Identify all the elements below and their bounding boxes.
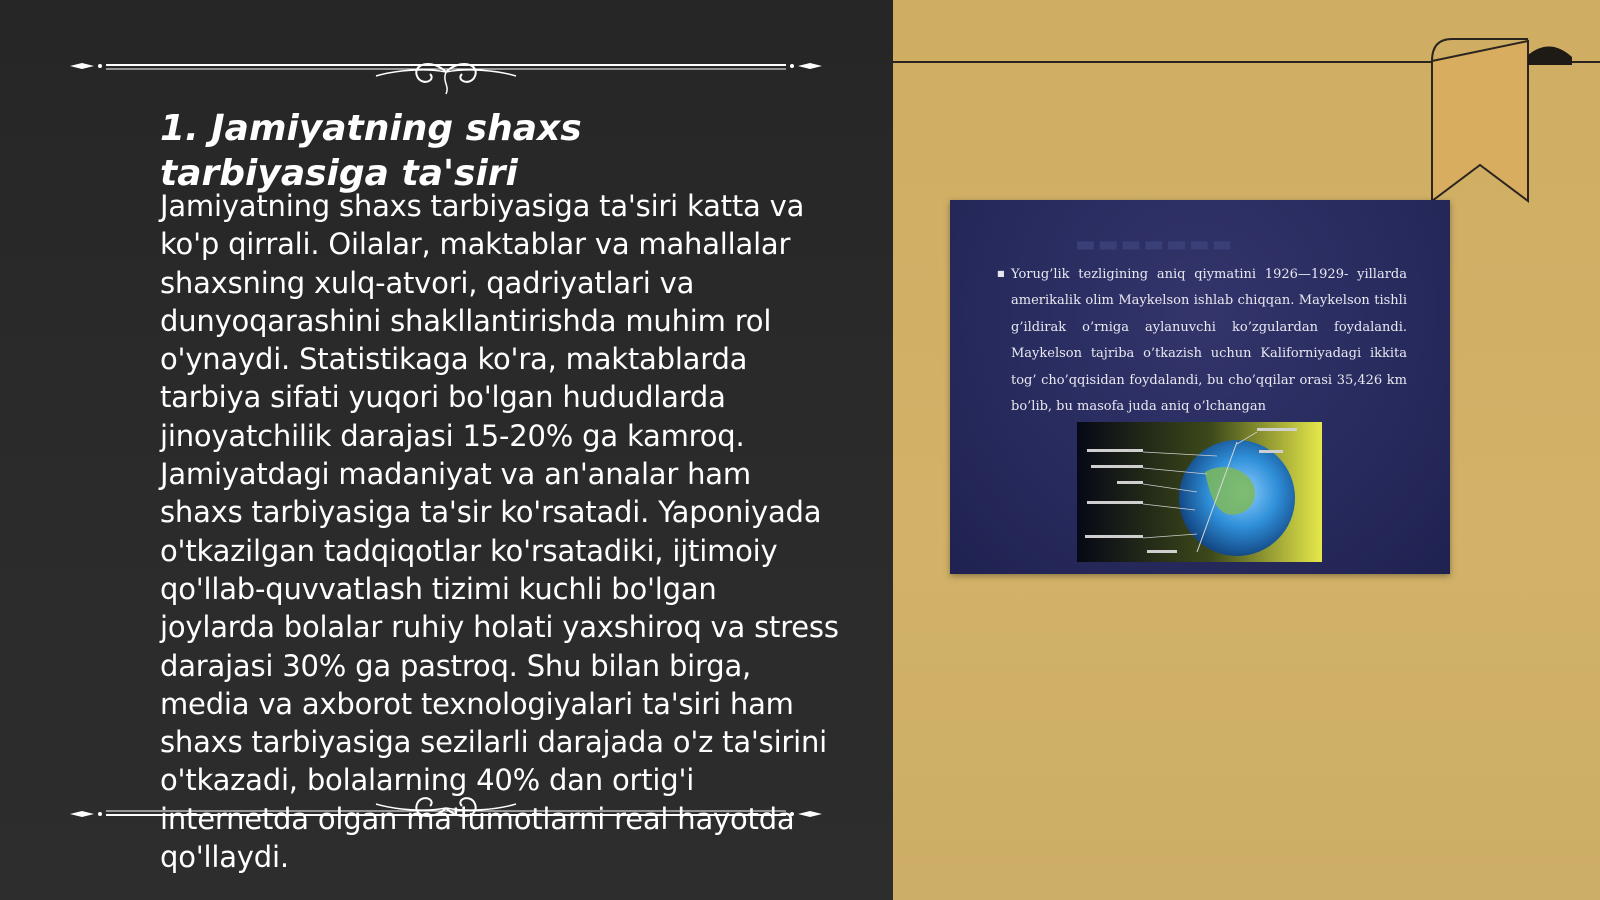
slide-title: 1. Jamiyatning shaxs tarbiyasiga ta'siri <box>160 108 582 194</box>
earth-diagram-icon <box>1077 422 1322 562</box>
bullet-icon: ■ <box>997 269 1005 278</box>
embedded-bullet-text: Yorug’lik tezligining aniq qiymatini 1926—1929- yillarda amerikalik olim Maykelson ishlab chiqqan. Maykelson tishli g’ildirak o’rniga aylanuvchi ko’zgulardan foydalandi. Maykelson tajriba o’tkazish uchun Kaliforniyadagi ikkita tog’ cho’qqisidan foydalandi, bu cho’qqilar orasi 35,426 km bo’lib, bu masofa juda aniq o’lchangan <box>1011 267 1407 415</box>
slide-body-text: Jamiyatning shaxs tarbiyasiga ta'siri katta va ko'p qirrali. Oilalar, maktablar va mahallalar shaxsning xulq-atvori, qadriyatlari va dunyoqarashini shakllantirishda muhim rol o'ynaydi. Statistikaga ko'ra, maktablarda tarbiya sifati yuqori bo'lgan hududlarda jinoyatchilik darajasi 15-20% ga kamroq. Jamiyatdagi madaniyat va an'analar ham shaxs tarbiyasiga ta'sir ko'rsatadi. Yaponiyada o'tkazilgan tadqiqotlar ko'rsatadiki, ijtimoiy qo'llab-quvvatlash tizimi kuchli bo'lgan joylarda bolalar ruhiy holati yaxshiroq va stress darajasi 30% ga pastroq. Shu bilan birga, media va axborot texnologiyalari ta'siri ham shaxs tarbiyasiga sezilarli darajada o'z ta'sirini o'tkazadi, bolalarning 40% dan ortig'i internetda olgan ma'lumotlarni real hayotda qo'llaydi. <box>160 189 839 875</box>
top-ornament-divider <box>66 48 826 98</box>
embedded-faint-heading: ▬▬▬▬▬▬▬ <box>1075 232 1235 257</box>
embedded-slide-image <box>950 200 1450 574</box>
bookmark-ribbon-icon <box>1430 35 1600 205</box>
